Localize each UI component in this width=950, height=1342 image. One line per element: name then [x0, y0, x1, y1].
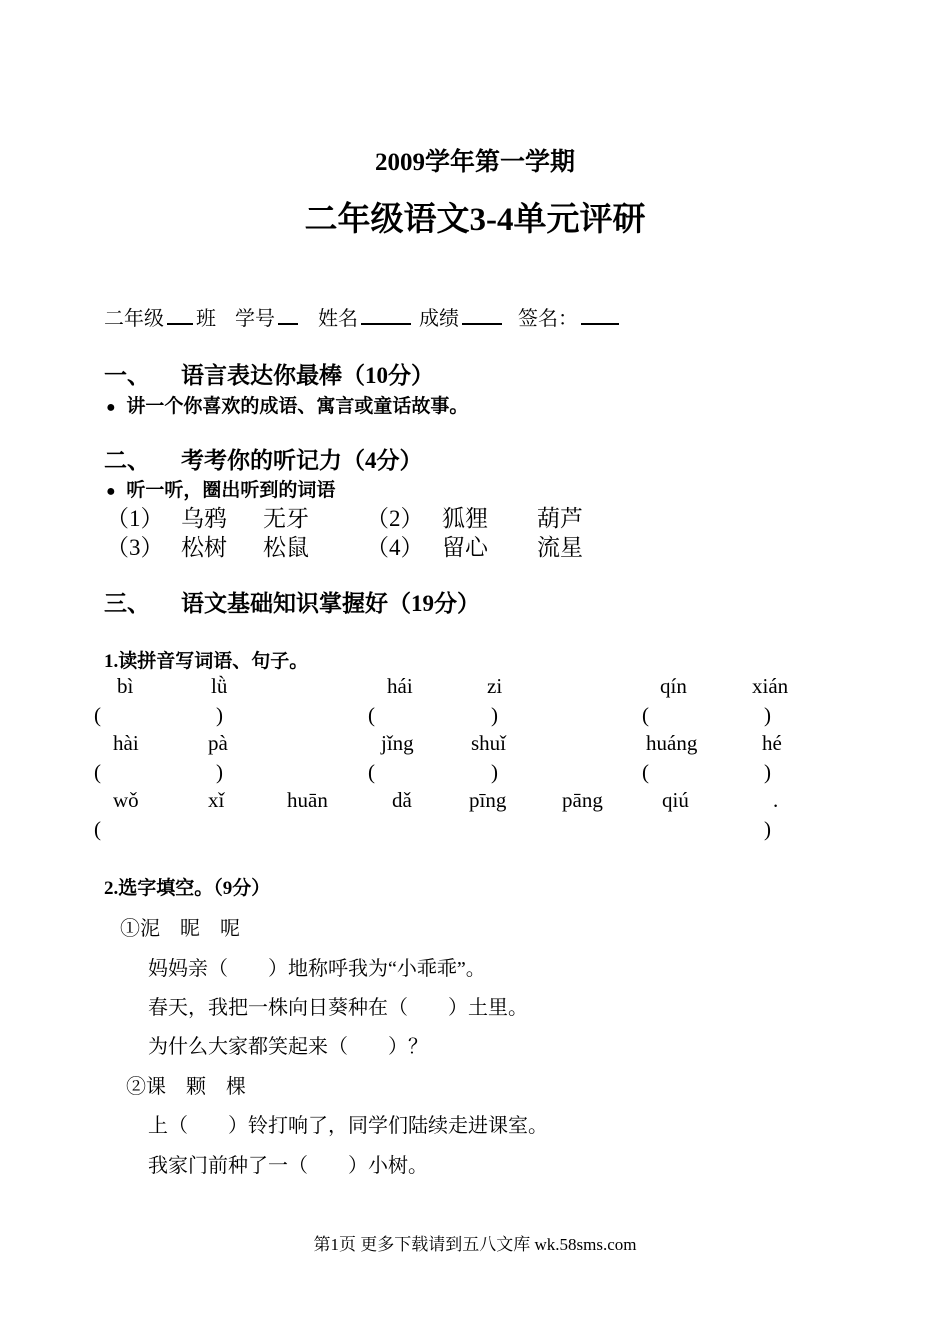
class-label: 班 [196, 308, 216, 330]
listen-item-2-number: （2） [366, 506, 424, 531]
section-2-title: 考考你的听记力（4分） [181, 448, 423, 473]
listen-item-4-number: （4） [366, 535, 424, 560]
number-blank [278, 305, 298, 325]
signature-blank [581, 305, 619, 325]
pinyin-period: . [773, 788, 779, 812]
q2-sentence: 为什么大家都笑起来（ ）？ [148, 1036, 428, 1058]
q2-sentence: 春天，我把一株向日葵种在（ ）土里。 [148, 997, 528, 1019]
answer-close-paren: ) [764, 817, 771, 841]
listen-item-2-word-a: 狐狸 [442, 506, 488, 531]
answer-open-paren: ( [642, 703, 649, 727]
section-1-instruction: 讲一个你喜欢的成语、寓言或童话故事。 [126, 396, 469, 417]
pinyin-syllable: hài [113, 731, 139, 755]
name-label: 姓名 [318, 308, 358, 330]
listen-item-2-word-b: 葫芦 [537, 506, 583, 531]
pinyin-syllable: huān [287, 788, 328, 812]
q2-title: 2.选字填空。（9分） [104, 878, 271, 899]
section-1-title: 语言表达你最棒（10分） [181, 363, 434, 388]
listen-item-3-word-a: 松树 [181, 535, 227, 560]
q2-sentence: 我家门前种了一（ ）小树。 [148, 1155, 428, 1177]
pinyin-syllable: pīng [469, 788, 507, 812]
pinyin-syllable: jǐng [381, 731, 414, 755]
name-blank [361, 305, 411, 325]
q2-group-2-label: ②课 颗 棵 [126, 1076, 246, 1098]
pinyin-syllable: huáng [646, 731, 698, 755]
bullet-icon: ● [106, 483, 116, 500]
pinyin-syllable: hái [387, 674, 413, 698]
section-2-number: 二、 [104, 448, 150, 473]
grade-label: 二年级 [104, 308, 164, 330]
q2-sentence: 上（ ）铃打响了，同学们陆续走进课室。 [148, 1115, 548, 1137]
answer-close-paren: ) [764, 703, 771, 727]
pinyin-syllable: shuǐ [471, 731, 507, 755]
section-2-instruction: 听一听，圈出听到的词语 [126, 480, 336, 501]
answer-open-paren: ( [642, 760, 649, 784]
bullet-icon: ● [106, 399, 116, 416]
exam-term-title: 2009学年第一学期 [374, 149, 575, 176]
listen-item-4-word-b: 流星 [537, 535, 583, 560]
answer-close-paren: ) [491, 760, 498, 784]
section-2-instruction-row [106, 475, 335, 502]
listen-item-1-word-a: 乌鸦 [181, 506, 227, 531]
pinyin-syllable: qín [660, 674, 687, 698]
number-label: 学号 [235, 308, 275, 330]
section-1-number: 一、 [104, 363, 150, 388]
listen-item-3-word-b: 松鼠 [263, 535, 309, 560]
pinyin-syllable: hé [762, 731, 782, 755]
listen-item-3-number: （3） [106, 535, 164, 560]
page-footer: 第1页 更多下载请到五八文库 wk.58sms.com [313, 1235, 637, 1254]
pinyin-syllable: qiú [662, 788, 689, 812]
exam-main-title: 二年级语文3-4单元评研 [304, 202, 646, 238]
section-1-instruction-row [106, 391, 468, 418]
pinyin-syllable: wǒ [113, 788, 139, 812]
answer-open-paren: ( [368, 703, 375, 727]
class-blank [167, 305, 193, 325]
pinyin-syllable: xián [752, 674, 789, 698]
answer-open-paren: ( [94, 760, 101, 784]
listen-item-1-number: （1） [106, 506, 164, 531]
signature-label: 签名： [518, 308, 578, 330]
answer-close-paren: ) [216, 760, 223, 784]
pinyin-syllable: pāng [562, 788, 603, 812]
student-info-line [104, 302, 622, 331]
section-3-title: 语文基础知识掌握好（19分） [181, 591, 480, 616]
pinyin-syllable: dǎ [392, 788, 412, 812]
pinyin-syllable: bì [117, 674, 134, 698]
answer-open-paren: ( [368, 760, 375, 784]
q1-title: 1.读拼音写词语、句子。 [104, 651, 309, 672]
answer-close-paren: ) [491, 703, 498, 727]
q2-group-1-label: ①泥 昵 呢 [120, 918, 240, 940]
answer-open-paren: ( [94, 817, 101, 841]
score-blank [462, 305, 502, 325]
listen-item-1-word-b: 无牙 [263, 506, 309, 531]
q2-sentence: 妈妈亲（ ）地称呼我为“小乖乖”。 [148, 958, 486, 980]
pinyin-syllable: lǜ [211, 674, 228, 698]
section-3-number: 三、 [104, 591, 150, 616]
pinyin-syllable: pà [208, 731, 228, 755]
pinyin-syllable: xǐ [208, 788, 225, 812]
answer-close-paren: ) [216, 703, 223, 727]
listen-item-4-word-a: 留心 [442, 535, 488, 560]
answer-close-paren: ) [764, 760, 771, 784]
answer-open-paren: ( [94, 703, 101, 727]
pinyin-syllable: zi [487, 674, 503, 698]
score-label: 成绩 [419, 308, 459, 330]
